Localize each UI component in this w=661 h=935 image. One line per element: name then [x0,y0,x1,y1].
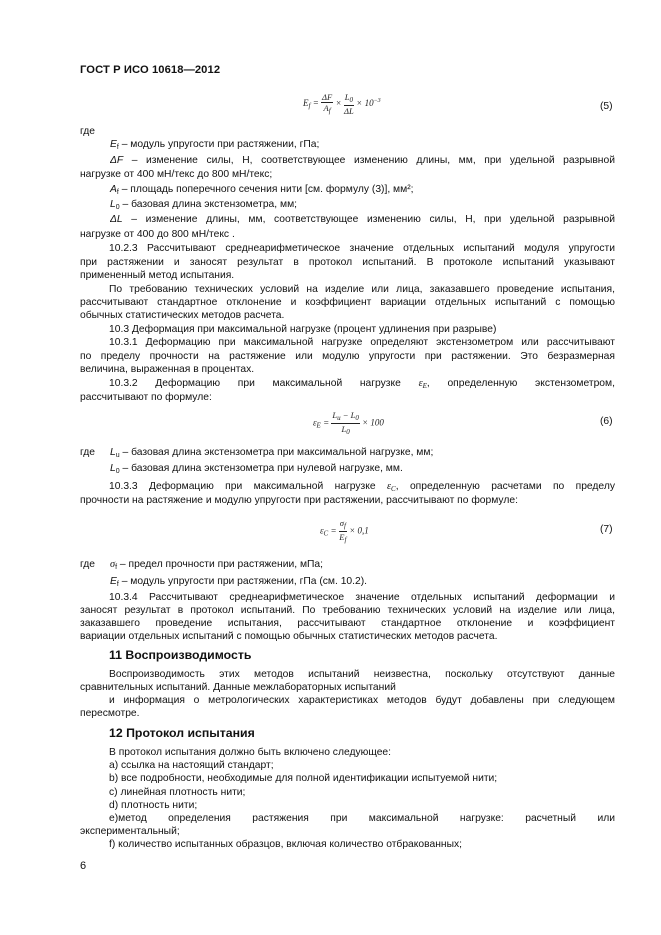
where-label-3: где [80,559,96,570]
def-delta-l-cont: нагрузке от 400 до 800 мН/текс . [80,229,235,240]
equation-5-number: (5) [600,101,613,112]
where-label: где [80,126,96,137]
section-11-heading: 11 Воспроизводимость [109,648,252,662]
para-10-3-4-l3: заказавшего проведение испытания, рассчитывают стандартное отклонение и коэффициент [80,618,615,629]
para-10-3-1-l1: 10.3.1 Деформацию при максимальной нагрузке определяют экстензометром или рассчитывают [109,337,615,348]
list-12-item-d: d) плотность нити; [109,800,198,811]
para-10-3-1-l3: величина, выраженная в процентах. [80,364,255,375]
def-delta-l: ΔL – изменение длины, мм, соответствующее изменению силы, Н, при удельной разрывной [110,214,615,225]
list-12-item-c: c) линейная плотность нити; [109,787,246,798]
document-header: ГОСТ Р ИСО 10618—2012 [80,64,221,76]
where-label-2: где [80,447,96,458]
para-10-3-3-l2: прочности на растяжение и модулю упругости при растяжении, рассчитывают по формуле: [80,495,518,506]
para-10-3-2-l1: 10.3.2 Деформацию при максимальной нагрузке $\varepsilon_E$, определенную экстензометром, [109,378,615,390]
def-l0-2: $L_0$ – базовая длина экстензометра при нулевой нагрузке, мм. [110,463,403,475]
equation-7-number: (7) [600,524,613,535]
def-delta-f: ΔF – изменение силы, Н, соответствующее изменению длины, мм, при удельной разрывной [110,155,615,166]
list-12-item-e: e)метод определения растяжения при максимальной нагрузке: расчетный или [109,813,615,824]
def-sigma-f: $\sigma_f$ – предел прочности при растяжении, мПа; [110,559,324,571]
para-11-l4: пересмотре. [80,708,140,719]
para-11-l1: Воспроизводимость этих методов испытаний неизвестна, поскольку отсутствуют данные [109,669,615,680]
para-10-3-3-l1: 10.3.3 Деформацию при максимальной нагрузке $\varepsilon_C$, определенную расчетами по пределу [109,481,615,493]
list-12-item-a: a) ссылка на настоящий стандарт; [109,760,274,771]
para-11-l2: сравнительных испытаний. Данные межлабораторных испытаний [80,682,396,693]
def-af: $A_f$ – площадь поперечного сечения нити [см. формулу (3)], мм²; [110,184,414,196]
para-11-l3: и информация о метрологических характеристиках методов будут добавлены при следующем [109,695,615,706]
section-12-heading: 12 Протокол испытания [109,726,255,740]
para-10-3-2-l2: рассчитывают по формуле: [80,392,212,403]
para-10-2-3-l3: примененный метод испытания. [80,270,235,281]
para-req-l2: рассчитывают стандартное отклонение и коэффициент вариации отдельных испытаний с помощью [80,297,615,308]
def-delta-f-cont: нагрузке от 400 мН/текс до 800 мН/текс; [80,169,273,180]
para-10-2-3-l2: при растяжении и заносят результат в протокол испытаний. В протоколе испытаний указывают [80,257,615,268]
para-10-2-3-l1: 10.2.3 Рассчитывают среднеарифметическое значение отдельных испытаний модуля упругости [109,243,615,254]
para-10-3-4-l1: 10.3.4 Рассчитывают среднеарифметическое значение отдельных испытаний деформации и [109,592,615,603]
para-req-l1: По требованию технических условий на изделие или лица, заказавшего проведение испытания, [109,284,615,295]
equation-7: $\varepsilon_C$ = $\frac{\sigma_f}{E_f}$ × 0,1 [320,518,369,544]
def-ef: $E_f$ – модуль упругости при растяжении, гПа; [110,139,320,151]
def-lu: $L_u$ – базовая длина экстензометра при максимальной нагрузке, мм; [110,447,434,459]
equation-5: $E_f$ = $\frac{\Delta F}{A_f}$ × $\frac{L_0}{\Delta L}$ × $10^{-3}$ [303,92,381,116]
list-12-item-f: f) количество испытанных образцов, включая количество отбракованных; [109,839,462,850]
page-number: 6 [80,860,87,872]
list-12-intro: В протокол испытания должно быть включено следующее: [109,747,392,758]
list-12-item-b: b) все подробности, необходимые для полной идентификации испытуемой нити; [109,773,498,784]
para-10-3-1-l2: по пределу прочности на растяжение или модулю упругости при растяжении. Это безразмерная [80,351,615,362]
def-l0: $L_0$ – базовая длина экстензометра, мм; [110,199,298,211]
para-10-3-4-l2: заносят результат в протокол испытаний. По требованию технических условий на изделие или лица, [80,605,615,616]
equation-6-number: (6) [600,416,613,427]
para-10-3-4-l4: вариации отдельных испытаний с помощью обычных статистических методов расчета. [80,631,498,642]
list-12-item-e-cont: экспериментальный; [80,826,180,837]
para-10-3: 10.3 Деформация при максимальной нагрузке (процент удлинения при разрыве) [109,324,497,335]
def-ef-2: $E_f$ – модуль упругости при растяжении, гПа (см. 10.2). [110,576,368,588]
equation-6: $\varepsilon_E$ = $\frac{L_u - L_0}{L_0}$ × 100 [313,410,384,436]
para-req-l3: обычных статистических методов расчета. [80,310,285,321]
